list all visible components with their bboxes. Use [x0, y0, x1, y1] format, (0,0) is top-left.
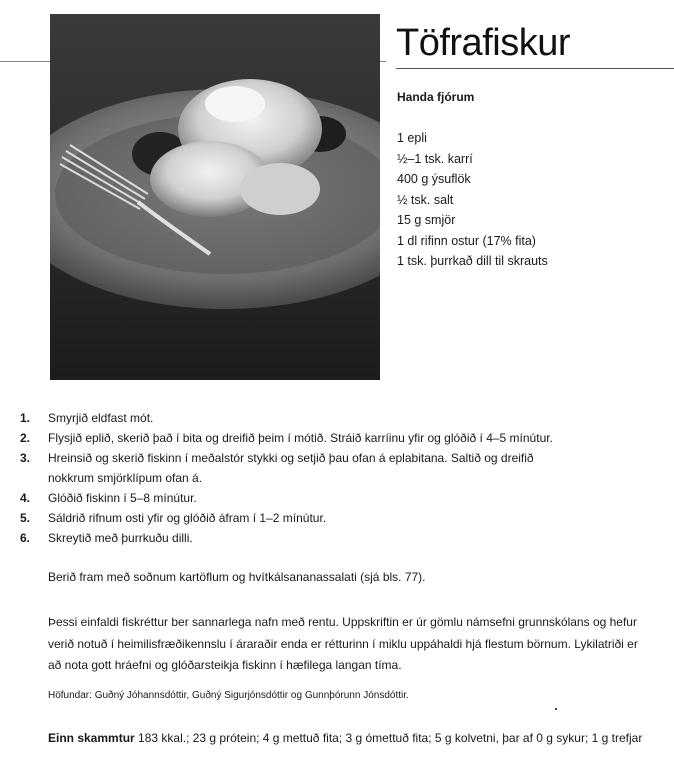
serving-suggestion: Berið fram með soðnum kartöflum og hvítkálsananassalati (sjá bls. 77). — [48, 570, 426, 584]
step-text: Skreytið með þurrkuðu dilli. — [48, 531, 193, 545]
step-item — [20, 488, 660, 508]
step-text: Glóðið fiskinn í 5–8 mínútur. — [48, 491, 197, 505]
ingredient-item: 1 epli — [397, 131, 427, 145]
ingredient-item: 400 g ýsuflök — [397, 172, 471, 186]
title-rule — [396, 68, 674, 69]
step-item — [20, 448, 660, 488]
step-number: 5. — [20, 511, 31, 525]
step-text: Sáldrið rifnum osti yfir og glóðið áfram í 1–2 mínútur. — [48, 511, 327, 525]
servings-label: Handa fjórum — [397, 90, 475, 104]
step-item — [20, 508, 660, 528]
ingredient-item: ½–1 tsk. karrí — [397, 151, 473, 166]
authors-credit: Höfundar: Guðný Jóhannsdóttir, Guðný Sigurjónsdóttir og Gunnþórunn Jónsdóttir. — [48, 690, 409, 701]
ingredient-item: 1 tsk. þurrkað dill til skrauts — [397, 254, 548, 268]
step-item — [20, 408, 660, 428]
ingredient-item: ½ tsk. salt — [397, 192, 454, 207]
instruction-steps — [20, 408, 660, 548]
nutrition-info — [48, 731, 642, 745]
step-text: Flysjið eplið, skerið það í bita og dreifið þeim í mótið. Stráið karríinu yfir og glóðið í 4–5 mínútur. — [48, 431, 553, 445]
description-paragraph: Þessi einfaldi fiskréttur ber sannarlega nafn með rentu. Uppskriftin er úr gömlu námsefni grunnskólans og hefur verið notuð í heimilisfræðikennslu í áraraðir enda er rétturinn í miklu uppáhaldi hjá flestum börnum. Lykilatriði er að nota gott hráefni og glóðarsteikja fiskinn í hæfilega langan tíma. — [48, 615, 638, 672]
ingredient-item: 1 dl rifinn ostur (17% fita) — [397, 233, 536, 248]
nutrition-values: 183 kkal.; 23 g prótein; 4 g mettuð fita; 3 g ómettuð fita; 5 g kolvetni, þar af 0 g sykur; 1 g trefjar — [134, 731, 643, 745]
step-number: 2. — [20, 431, 31, 445]
food-photo-icon — [50, 14, 380, 380]
step-number: 3. — [20, 451, 31, 465]
speck — [555, 708, 557, 710]
nutrition-label: Einn skammtur — [48, 731, 135, 745]
step-number: 6. — [20, 531, 31, 545]
ingredient-list — [397, 128, 548, 272]
step-item — [20, 528, 660, 548]
step-text: Hreinsið og skerið fiskinn í meðalstór stykki og setjið þau ofan á eplabitana. Saltið og dreifið nokkrum smjörklípum ofan á. — [48, 451, 534, 485]
step-number: 1. — [20, 411, 31, 425]
step-number: 4. — [20, 491, 31, 505]
recipe-title: Töfrafiskur — [396, 22, 570, 64]
step-text: Smyrjið eldfast mót. — [48, 411, 154, 425]
step-item — [20, 428, 660, 448]
ingredient-item: 15 g smjör — [397, 213, 456, 227]
